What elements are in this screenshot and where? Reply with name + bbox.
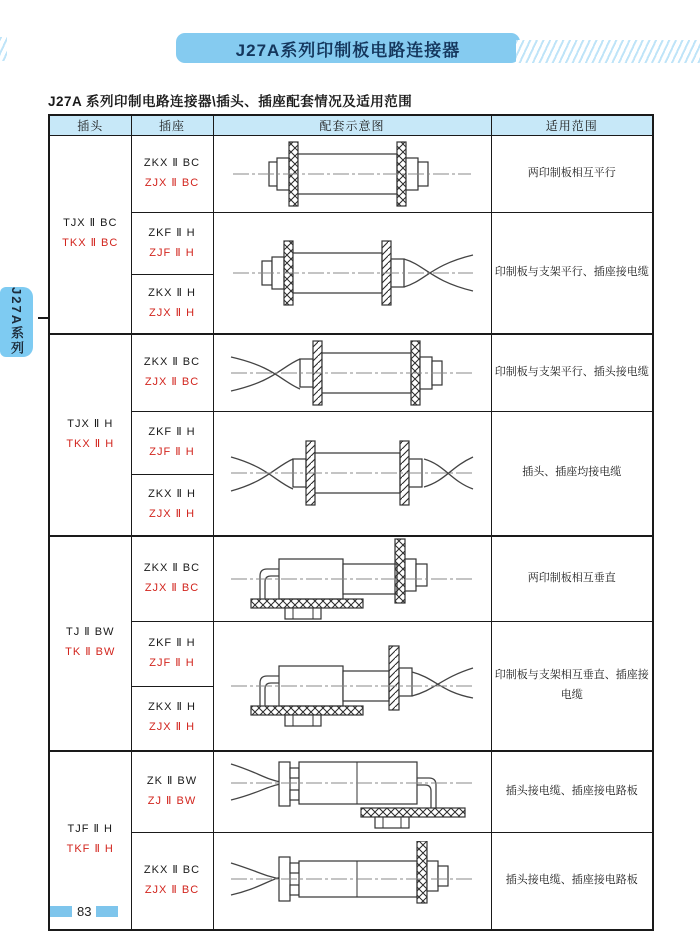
socket-cell xyxy=(131,334,213,412)
socket-model-black: ZKX Ⅱ BC xyxy=(143,157,201,170)
diagram-cell xyxy=(213,334,491,412)
diagram-right-angle-pcb-bracket-cable xyxy=(227,644,477,728)
socket-model-red: ZJF Ⅱ H xyxy=(149,657,195,669)
socket-cell xyxy=(131,411,213,474)
socket-model-red: ZJX Ⅱ H xyxy=(148,721,196,734)
socket-model-black: ZKF Ⅱ H xyxy=(148,637,196,650)
socket-cell xyxy=(131,832,213,930)
col-header-plug: 插头 xyxy=(49,115,131,136)
section-title: J27A 系列印制电路连接器\插头、插座配套情况及适用范围 xyxy=(48,94,413,109)
plug-cell-g3 xyxy=(49,536,131,751)
range-cell: 插头接电缆、插座接电路板 xyxy=(491,832,653,930)
plug-model-red: TKF Ⅱ H xyxy=(66,843,114,856)
table-row xyxy=(49,751,653,833)
col-header-range: 适用范围 xyxy=(491,115,653,136)
range-cell: 两印制板相互平行 xyxy=(491,136,653,213)
socket-model-black: ZKF Ⅱ H xyxy=(148,226,196,239)
socket-cell xyxy=(131,536,213,622)
diagram-cell xyxy=(213,136,491,213)
table-row xyxy=(49,213,653,275)
table-header-row xyxy=(49,115,653,136)
range-cell: 插头接电缆、插座接电路板 xyxy=(491,751,653,833)
diagram-cell xyxy=(213,622,491,751)
footer-square-left xyxy=(50,906,72,917)
socket-cell xyxy=(131,474,213,536)
page-footer xyxy=(50,904,118,919)
banner-title: J27A系列印制板电路连接器 xyxy=(235,40,461,60)
table-row xyxy=(49,136,653,213)
header-stripe-left xyxy=(0,37,7,61)
page-banner xyxy=(176,33,520,63)
diagram-cell xyxy=(213,536,491,622)
range-cell: 印制板与支架平行、插座接电缆 xyxy=(491,213,653,334)
socket-model-black: ZKF Ⅱ H xyxy=(148,425,196,438)
socket-cell xyxy=(131,213,213,275)
page-number: 83 xyxy=(77,904,92,919)
diagram-cable-connector-vertical-pcb xyxy=(227,841,477,921)
header-stripe-band xyxy=(516,40,700,63)
socket-model-black: ZKX Ⅱ BC xyxy=(143,562,201,575)
socket-cell xyxy=(131,275,213,334)
socket-model-red: ZJX Ⅱ BC xyxy=(144,375,200,388)
plug-model-red: TKX Ⅱ BC xyxy=(62,237,119,250)
socket-model-red: ZJF Ⅱ H xyxy=(149,246,195,259)
footer-square-right xyxy=(96,906,118,917)
diagram-cell xyxy=(213,751,491,833)
series-side-tab xyxy=(0,287,33,357)
diagram-cable-connector-right-angle-board xyxy=(227,752,477,832)
socket-model-black: ZKX Ⅱ H xyxy=(148,701,196,714)
socket-model-black: ZKX Ⅱ H xyxy=(148,286,196,299)
range-cell: 插头、插座均接电缆 xyxy=(491,411,653,536)
table-row xyxy=(49,411,653,474)
socket-model-red: ZJF Ⅱ H xyxy=(149,445,195,458)
diagram-right-angle-pcb-perpendicular-pcb xyxy=(227,537,477,621)
range-cell: 印制板与支架平行、插头接电缆 xyxy=(491,334,653,412)
col-header-socket: 插座 xyxy=(131,115,213,136)
range-cell: 两印制板相互垂直 xyxy=(491,536,653,622)
plug-model-black: TJX Ⅱ H xyxy=(67,417,114,430)
socket-model-red: ZJ Ⅱ BW xyxy=(147,794,197,807)
socket-model-red: ZJX Ⅱ BC xyxy=(144,582,200,594)
diagram-pcb-connector-pcb-parallel xyxy=(227,136,477,212)
diagram-cell xyxy=(213,411,491,536)
socket-cell xyxy=(131,687,213,751)
diagram-pcb-connector-bracket-cable-right xyxy=(227,235,477,311)
socket-model-red: ZJX Ⅱ BC xyxy=(144,883,200,896)
socket-cell xyxy=(131,751,213,833)
socket-cell xyxy=(131,622,213,687)
socket-cell xyxy=(131,136,213,213)
diagram-cell xyxy=(213,832,491,930)
plug-model-red: TKX Ⅱ H xyxy=(66,437,115,450)
mating-table xyxy=(48,114,654,931)
socket-model-black: ZK Ⅱ BW xyxy=(146,774,198,787)
plug-model-black: TJF Ⅱ H xyxy=(67,823,113,836)
plug-model-black: TJ Ⅱ BW xyxy=(66,626,115,639)
socket-model-red: ZJX Ⅱ H xyxy=(148,507,196,520)
series-side-tab-label: J27A系列 xyxy=(9,287,24,357)
table-row xyxy=(49,536,653,622)
plug-model-black: TJX Ⅱ BC xyxy=(63,217,118,230)
socket-model-red: ZJX Ⅱ BC xyxy=(144,177,200,189)
table-row xyxy=(49,832,653,930)
socket-model-black: ZKX Ⅱ H xyxy=(148,487,196,500)
plug-cell-g1 xyxy=(49,136,131,334)
diagram-cell xyxy=(213,213,491,334)
socket-model-black: ZKX Ⅱ BC xyxy=(143,863,201,876)
range-cell: 印制板与支架相互垂直、插座接电缆 xyxy=(491,622,653,751)
table-row xyxy=(49,622,653,687)
table-row xyxy=(49,334,653,412)
socket-model-red: ZJX Ⅱ H xyxy=(148,306,196,319)
diagram-cable-left-bracket-connector-pcb xyxy=(227,335,477,411)
diagram-cable-both-sides-brackets xyxy=(227,435,477,511)
socket-model-black: ZKX Ⅱ BC xyxy=(143,355,201,368)
col-header-diagram: 配套示意图 xyxy=(213,115,491,136)
plug-cell-g2 xyxy=(49,334,131,537)
plug-model-red: TK Ⅱ BW xyxy=(65,646,116,659)
